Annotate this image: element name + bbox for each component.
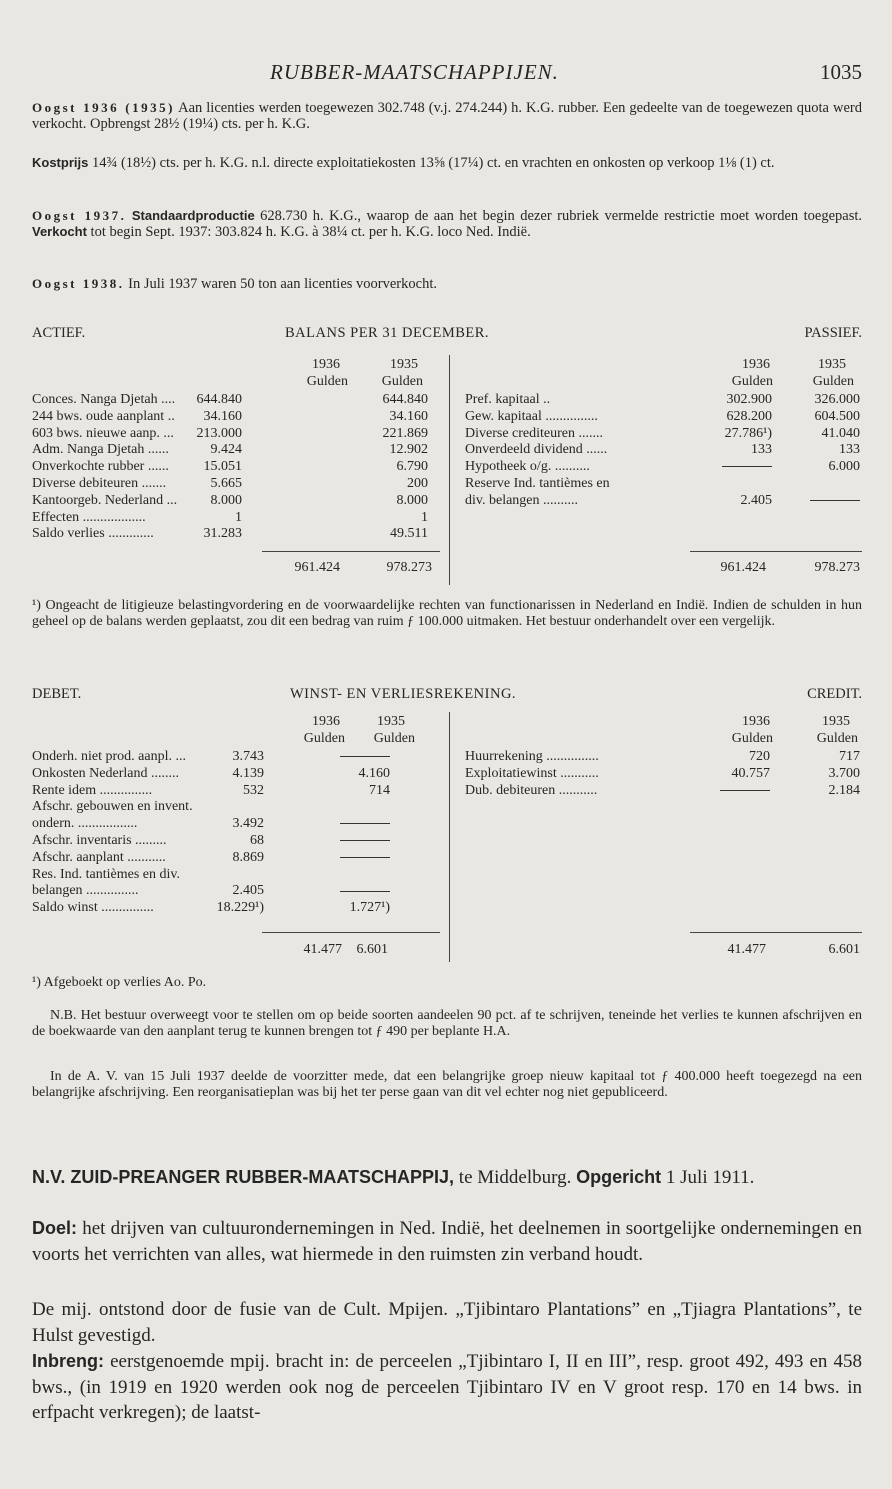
row-label: ondern. ................. bbox=[32, 816, 138, 832]
row-label: Onkosten Nederland ........ bbox=[32, 765, 179, 781]
liabilities-total bbox=[690, 560, 862, 577]
empty-dash bbox=[810, 493, 860, 510]
value-1936: 720 bbox=[749, 749, 770, 764]
year-1935: 1935 bbox=[818, 357, 846, 372]
row-label: Adm. Nanga Djetah ...... bbox=[32, 442, 169, 458]
value-1935: 41.040 bbox=[821, 425, 860, 441]
value-1935: 6.790 bbox=[396, 459, 428, 475]
row-label: Res. Ind. tantièmes en div. bbox=[32, 866, 181, 882]
harvest-1938-text: In Juli 1937 waren 50 ton aan licenties voorverkocht. bbox=[124, 276, 437, 292]
credit-row bbox=[465, 783, 862, 800]
row-label: Saldo verlies ............. bbox=[32, 526, 154, 542]
contribution-paragraph bbox=[32, 1349, 862, 1426]
balance-right-caption: PASSIEF. bbox=[804, 325, 862, 341]
value-1936: 27.786¹) bbox=[724, 425, 772, 441]
debit-row bbox=[32, 783, 440, 800]
balance-left-caption: ACTIEF. bbox=[32, 325, 86, 341]
harvest-1936-label: Oogst 1936 (1935) bbox=[32, 100, 175, 115]
value-1936: 644.840 bbox=[196, 392, 242, 407]
meeting-paragraph: In de A. V. van 15 Juli 1937 deelde de voorzitter mede, dat een belangrijke groep nieuw kapitaal tot ƒ 400.000 heeft toegezegd na een belangrijke afschrijving. Een reorganisatieplan was bij het ter perse gaan van dit vel echter nog niet gepubliceerd. bbox=[32, 1069, 862, 1100]
harvest-1936-text: Aan licenties werden toegewezen 302.748 (v.j. 274.244) h. K.G. rubber. Een gedeelte van de toegewezen quota werd verkocht. Opbrengst 28½ (19¼) cts. per h. K.G. bbox=[32, 100, 862, 132]
credit-row bbox=[465, 749, 862, 766]
total-1935: 6.601 bbox=[828, 942, 860, 957]
harvest-1938-paragraph bbox=[32, 276, 862, 292]
unit-label: Gulden bbox=[381, 373, 423, 389]
row-label: Gew. kapitaal ............... bbox=[465, 408, 598, 424]
row-label: Reserve Ind. tantièmes en bbox=[465, 475, 610, 491]
value-1935: 12.902 bbox=[389, 442, 428, 458]
liability-row bbox=[465, 442, 862, 459]
asset-row bbox=[32, 476, 440, 493]
company-location: te Middelburg. bbox=[454, 1167, 577, 1188]
pl-total-rule bbox=[262, 932, 440, 933]
value-1936: 1 bbox=[235, 509, 242, 525]
row-label: 603 bws. nieuwe aanp. ... bbox=[32, 425, 174, 441]
pl-right-caption: CREDIT. bbox=[807, 686, 862, 702]
total-1936: 41.477 bbox=[303, 942, 342, 957]
row-label: Saldo winst ............... bbox=[32, 900, 154, 916]
year-1936: 1936 bbox=[312, 357, 340, 372]
value-1935: 200 bbox=[407, 475, 428, 491]
harvest-1938-label: Oogst 1938. bbox=[32, 276, 125, 291]
total-1935: 978.273 bbox=[814, 560, 860, 575]
value-1935: 326.000 bbox=[814, 392, 860, 407]
row-label: Diverse crediteuren ....... bbox=[465, 425, 603, 441]
asset-row bbox=[32, 392, 440, 409]
sold-label: Verkocht bbox=[32, 224, 87, 239]
value-1935: 4.160 bbox=[358, 765, 390, 781]
year-1936: 1936 bbox=[742, 357, 770, 372]
debit-row bbox=[32, 799, 440, 816]
asset-row bbox=[32, 510, 440, 527]
value-1936: 628.200 bbox=[726, 408, 772, 424]
pl-left-year-header bbox=[275, 714, 435, 748]
value-1935: 604.500 bbox=[814, 408, 860, 424]
value-1935: 644.840 bbox=[382, 392, 428, 407]
assets-total bbox=[262, 560, 440, 577]
harvest-1937-text1: 628.730 h. K.G., waarop de aan het begin dezer rubriek vermelde restrictie moet worden toegepast. bbox=[254, 208, 863, 224]
credit-total bbox=[690, 942, 862, 959]
running-header bbox=[0, 60, 892, 88]
value-1935: 49.511 bbox=[390, 526, 428, 542]
objective-label: Doel: bbox=[32, 1218, 77, 1238]
liabilities-table bbox=[465, 392, 862, 510]
harvest-1937-paragraph bbox=[32, 208, 862, 240]
year-1935: 1935 bbox=[390, 357, 418, 372]
value-1935: 1 bbox=[421, 509, 428, 525]
value-1935: 1.727¹) bbox=[349, 900, 390, 916]
liability-row bbox=[465, 409, 862, 426]
pl-footnote: ¹) Afgeboekt op verlies Ao. Po. bbox=[32, 975, 207, 990]
empty-dash bbox=[340, 816, 390, 833]
row-label: Afschr. aanplant ........... bbox=[32, 849, 166, 865]
balance-divider bbox=[449, 355, 450, 585]
row-label: Huurrekening ............... bbox=[465, 749, 599, 764]
unit-label: Gulden bbox=[373, 730, 415, 746]
year-1936: 1936 bbox=[742, 714, 770, 729]
empty-dash bbox=[340, 833, 390, 850]
running-title: RUBBER-MAATSCHAPPIJEN. bbox=[270, 60, 559, 84]
value-1936: 532 bbox=[243, 782, 264, 798]
value-1935: 2.184 bbox=[828, 782, 860, 798]
liability-row bbox=[465, 493, 862, 510]
debit-row bbox=[32, 766, 440, 783]
row-label: Kantoorgeb. Nederland ... bbox=[32, 492, 178, 508]
value-1935: 8.000 bbox=[396, 492, 428, 508]
liability-row bbox=[465, 426, 862, 443]
value-1935: 34.160 bbox=[389, 408, 428, 424]
row-label: Rente idem ............... bbox=[32, 782, 153, 798]
total-1936: 41.477 bbox=[727, 942, 766, 957]
value-1936: 68 bbox=[250, 832, 264, 848]
value-1936: 31.283 bbox=[203, 526, 242, 542]
unit-label: Gulden bbox=[816, 730, 858, 746]
founded-label: Opgericht bbox=[576, 1167, 662, 1187]
asset-row bbox=[32, 426, 440, 443]
year-1936: 1936 bbox=[312, 714, 340, 729]
harvest-1937-label: Oogst 1937. bbox=[32, 208, 127, 223]
value-1935: 6.000 bbox=[828, 459, 860, 475]
value-1935: 3.700 bbox=[828, 765, 860, 781]
row-label: 244 bws. oude aanplant .. bbox=[32, 408, 175, 424]
total-1936: 961.424 bbox=[294, 560, 340, 575]
balance-footnote: ¹) Ongeacht de litigieuze belastingvordering en de voorwaardelijke rechten van functionarissen in Nederland en Indië. Indien de schulden in hun geheel op de balans werden geplaatst, zou dit een bedrag van ruim ƒ 100.000 uitmaken. Het bestuur onderhandelt over een vergelijk. bbox=[32, 598, 862, 629]
debit-row bbox=[32, 816, 440, 833]
asset-row bbox=[32, 442, 440, 459]
value-1936: 8.869 bbox=[232, 849, 264, 865]
nb-paragraph: N.B. Het bestuur overweegt voor te stellen om op beide soorten aandeelen 90 pct. af te schrijven, teneinde het verlies te kunnen afschrijven en de boekwaarde van den aanplant terug te kunnen brengen tot ƒ 490 per beplante H.A. bbox=[32, 1008, 862, 1039]
row-label: Conces. Nanga Djetah .... bbox=[32, 392, 176, 407]
pl-total-rule bbox=[690, 932, 862, 933]
standard-production-label: Standaardproductie bbox=[131, 208, 255, 223]
value-1936: 2.405 bbox=[232, 883, 264, 899]
empty-dash bbox=[340, 850, 390, 867]
asset-row bbox=[32, 493, 440, 510]
value-1936: 5.665 bbox=[210, 475, 242, 491]
cost-price-label: Kostprijs bbox=[32, 155, 89, 170]
company-name: N.V. ZUID-PREANGER RUBBER-MAATSCHAPPIJ, bbox=[32, 1167, 455, 1187]
unit-label: Gulden bbox=[731, 730, 773, 746]
debit-row bbox=[32, 900, 440, 917]
unit-label: Gulden bbox=[812, 373, 854, 389]
liability-row bbox=[465, 392, 862, 409]
balance-title: BALANS PER 31 DECEMBER. bbox=[285, 325, 490, 341]
cost-price-paragraph bbox=[32, 155, 862, 171]
value-1935: 133 bbox=[839, 442, 860, 458]
total-1935: 6.601 bbox=[356, 942, 388, 957]
contribution-text: eerstgenoemde mpij. bracht in: de perceelen „Tjibintaro I, II en III”, resp. groot 492, 493 en 458 bws., (in 1919 en 1920 werden ook nog de perceelen Tjibintaro IV en V groot resp. 170 en 14 bws. in erfpacht verkregen); de laatst- bbox=[32, 1351, 862, 1423]
asset-row bbox=[32, 526, 440, 543]
value-1936: 4.139 bbox=[232, 765, 264, 781]
year-1935: 1935 bbox=[822, 714, 850, 729]
balance-total-rule bbox=[690, 551, 862, 552]
row-label: Hypotheek o/g. .......... bbox=[465, 459, 590, 475]
total-1936: 961.424 bbox=[720, 560, 766, 575]
value-1936: 34.160 bbox=[203, 408, 242, 424]
founded-text: 1 Juli 1911. bbox=[661, 1167, 755, 1188]
pl-title: WINST- EN VERLIESREKENING. bbox=[290, 686, 517, 702]
value-1936: 2.405 bbox=[740, 492, 772, 508]
row-label: Pref. kapitaal .. bbox=[465, 392, 551, 407]
value-1936: 3.743 bbox=[232, 749, 264, 764]
debit-row bbox=[32, 833, 440, 850]
row-label: Exploitatiewinst ........... bbox=[465, 765, 599, 781]
row-label: Onverkochte rubber ...... bbox=[32, 459, 169, 475]
pl-left-caption: DEBET. bbox=[32, 686, 82, 702]
objective-paragraph bbox=[32, 1216, 862, 1267]
year-1935: 1935 bbox=[377, 714, 405, 729]
balance-left-year-header bbox=[275, 357, 435, 391]
unit-label: Gulden bbox=[731, 373, 773, 389]
debit-row bbox=[32, 850, 440, 867]
page-number: 1035 bbox=[820, 60, 862, 84]
debit-row bbox=[32, 749, 440, 766]
row-label: belangen ............... bbox=[32, 883, 139, 899]
credit-row bbox=[465, 766, 862, 783]
unit-label: Gulden bbox=[306, 373, 348, 389]
row-label: Afschr. inventaris ......... bbox=[32, 832, 167, 848]
value-1936: 9.424 bbox=[210, 442, 242, 458]
value-1936: 133 bbox=[751, 442, 772, 458]
balance-total-rule bbox=[262, 551, 440, 552]
row-label: Onverdeeld dividend ...... bbox=[465, 442, 608, 458]
value-1936: 40.757 bbox=[731, 765, 770, 781]
harvest-1937-text2: tot begin Sept. 1937: 303.824 h. K.G. à 38¼ ct. per h. K.G. loco Ned. Indië. bbox=[86, 224, 531, 240]
empty-dash bbox=[720, 783, 770, 800]
debit-row bbox=[32, 867, 440, 884]
cost-price-text: 14¾ (18½) cts. per h. K.G. n.l. directe exploitatiekosten 13⅝ (17¼) ct. en vrachten en onkosten op verkoop 1⅛ (1) ct. bbox=[88, 155, 775, 171]
value-1935: 714 bbox=[369, 782, 390, 798]
unit-label: Gulden bbox=[303, 730, 345, 746]
liability-row bbox=[465, 476, 862, 493]
value-1936: 15.051 bbox=[203, 459, 242, 475]
debit-row bbox=[32, 883, 440, 900]
value-1936: 213.000 bbox=[196, 425, 242, 441]
value-1936: 8.000 bbox=[210, 492, 242, 508]
debit-table bbox=[32, 749, 440, 917]
company-heading-paragraph bbox=[32, 1165, 862, 1191]
value-1935: 717 bbox=[839, 749, 860, 764]
value-1935: 221.869 bbox=[382, 425, 428, 441]
empty-dash bbox=[340, 749, 390, 766]
liability-row bbox=[465, 459, 862, 476]
credit-table bbox=[465, 749, 862, 799]
origin-paragraph: De mij. ontstond door de fusie van de Cult. Mpijen. „Tjibintaro Plantations” en „Tjiagra Plantations”, te Hulst gevestigd. bbox=[32, 1299, 862, 1346]
debit-total bbox=[262, 942, 440, 959]
value-1936: 3.492 bbox=[232, 816, 264, 832]
balance-right-year-header bbox=[690, 357, 860, 391]
asset-row bbox=[32, 409, 440, 426]
value-1936: 18.229¹) bbox=[216, 900, 264, 916]
value-1936: 302.900 bbox=[726, 392, 772, 407]
row-label: div. belangen .......... bbox=[465, 492, 579, 508]
empty-dash bbox=[340, 883, 390, 900]
assets-table bbox=[32, 392, 440, 543]
row-label: Afschr. gebouwen en invent. bbox=[32, 799, 193, 815]
empty-dash bbox=[722, 459, 772, 476]
pl-divider bbox=[449, 712, 450, 962]
pl-right-year-header bbox=[690, 714, 860, 748]
objective-text: het drijven van cultuurondernemingen in Ned. Indië, het deelnemen in soortgelijke ondernemingen en voorts het verrichten van alles, wat hiermede in den ruimsten zin verband houdt. bbox=[32, 1218, 862, 1265]
harvest-1936-paragraph bbox=[32, 100, 862, 132]
contribution-label: Inbreng: bbox=[32, 1351, 104, 1371]
row-label: Dub. debiteuren ........... bbox=[465, 782, 598, 798]
row-label: Effecten .................. bbox=[32, 509, 146, 525]
row-label: Diverse debiteuren ....... bbox=[32, 475, 167, 491]
row-label: Onderh. niet prod. aanpl. ... bbox=[32, 749, 186, 764]
total-1935: 978.273 bbox=[386, 560, 432, 575]
asset-row bbox=[32, 459, 440, 476]
